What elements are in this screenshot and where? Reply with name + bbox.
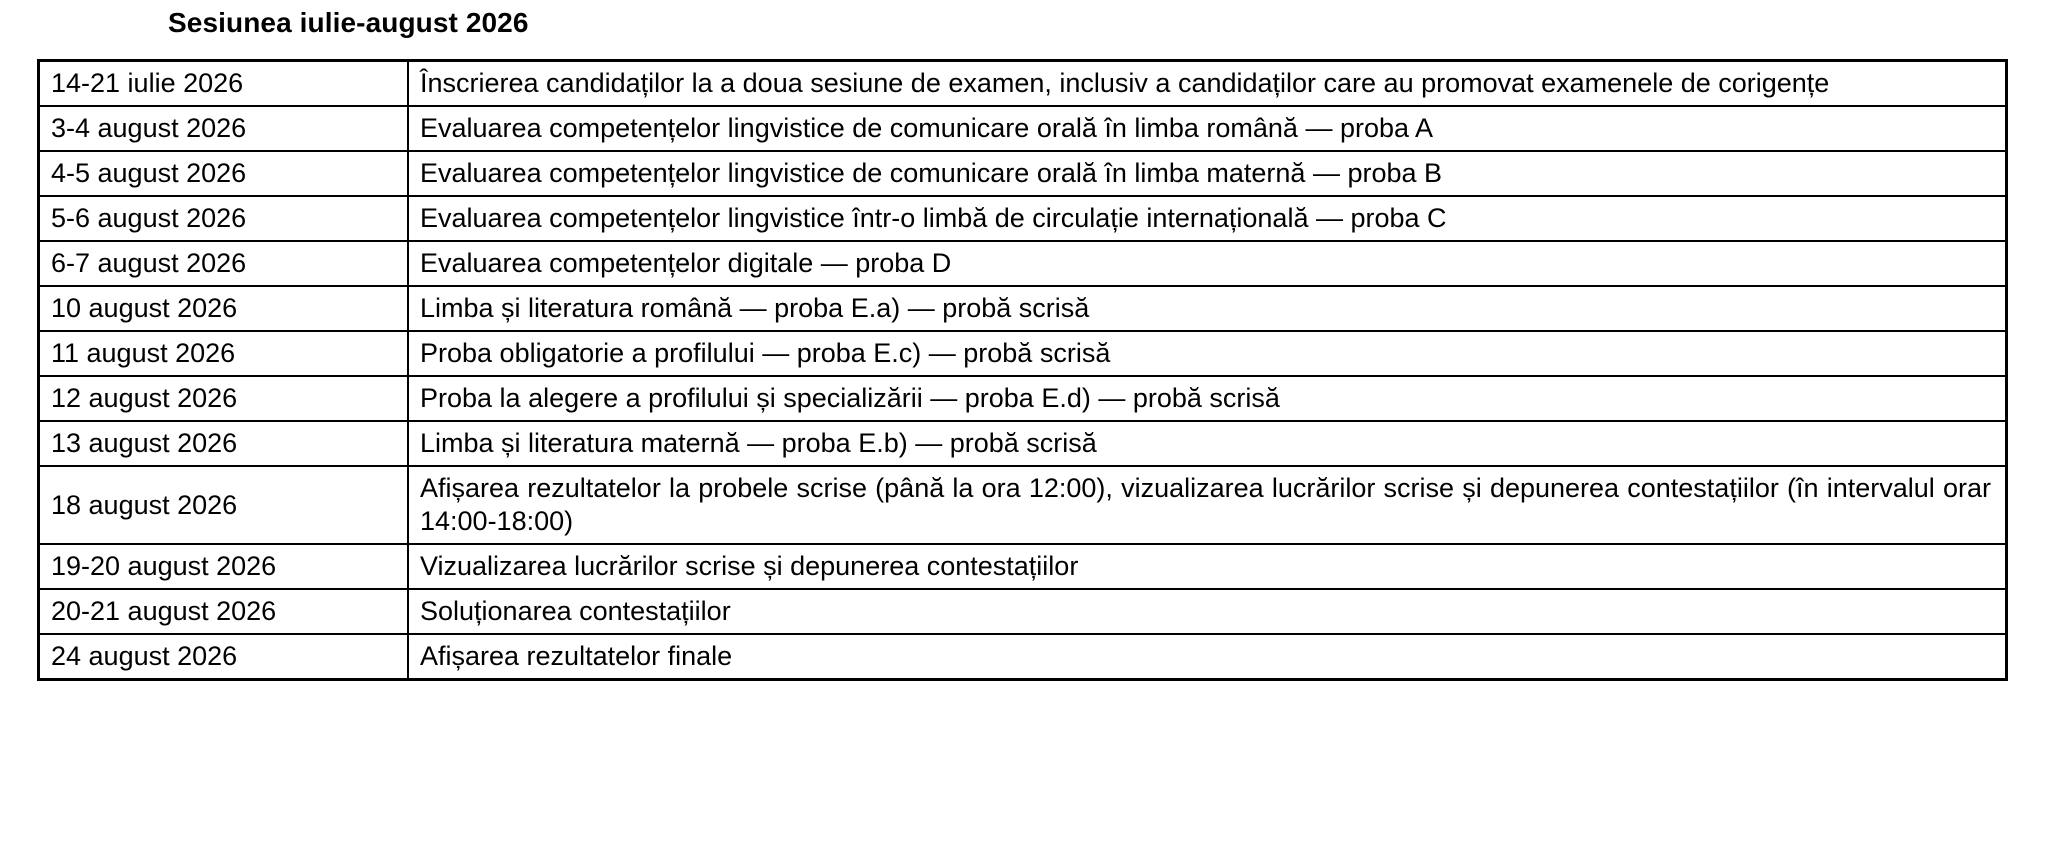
table-row bbox=[39, 196, 2007, 241]
exam-date-text: 12 august 2026 bbox=[51, 383, 238, 413]
exam-date-cell bbox=[39, 331, 409, 376]
exam-date-text: 20-21 august 2026 bbox=[51, 596, 277, 626]
table-row bbox=[39, 241, 2007, 286]
exam-description-cell bbox=[408, 421, 2007, 466]
exam-description-cell bbox=[408, 466, 2007, 544]
table-row bbox=[39, 421, 2007, 466]
exam-date-text: 3-4 august 2026 bbox=[51, 113, 247, 143]
exam-date-cell bbox=[39, 466, 409, 544]
exam-description-cell bbox=[408, 106, 2007, 151]
exam-description-cell bbox=[408, 151, 2007, 196]
exam-description-cell bbox=[408, 61, 2007, 107]
exam-description-cell bbox=[408, 589, 2007, 634]
exam-description-text: Limba și literatura maternă — proba E.b) — probă scrisă bbox=[420, 428, 1097, 458]
exam-description-cell bbox=[408, 544, 2007, 589]
exam-description-text: Proba la alegere a profilului și specializării — proba E.d) — probă scrisă bbox=[420, 383, 1280, 413]
exam-description-cell bbox=[408, 376, 2007, 421]
exam-description-text: Proba obligatorie a profilului — proba E.c) — probă scrisă bbox=[420, 338, 1111, 368]
page-title: Sesiunea iulie-august 2026 bbox=[168, 7, 529, 38]
table-row bbox=[39, 151, 2007, 196]
exam-date-text: 4-5 august 2026 bbox=[51, 158, 247, 188]
table-row bbox=[39, 286, 2007, 331]
exam-date-cell bbox=[39, 544, 409, 589]
exam-date-cell bbox=[39, 241, 409, 286]
exam-description-text: Evaluarea competențelor digitale — proba D bbox=[420, 248, 952, 278]
exam-date-text: 24 august 2026 bbox=[51, 641, 238, 671]
exam-date-cell bbox=[39, 421, 409, 466]
exam-description-cell bbox=[408, 241, 2007, 286]
exam-description-cell bbox=[408, 331, 2007, 376]
exam-date-text: 18 august 2026 bbox=[51, 489, 238, 520]
exam-date-text: 6-7 august 2026 bbox=[51, 248, 247, 278]
exam-description-cell bbox=[408, 634, 2007, 680]
exam-date-cell bbox=[39, 286, 409, 331]
table-body bbox=[39, 61, 2007, 680]
exam-date-cell bbox=[39, 196, 409, 241]
exam-schedule-table bbox=[37, 59, 2008, 681]
table-row bbox=[39, 466, 2007, 544]
table-row bbox=[39, 331, 2007, 376]
exam-description-text: Evaluarea competențelor lingvistice de comunicare orală în limba română — proba A bbox=[420, 113, 1434, 143]
table-row bbox=[39, 61, 2007, 107]
exam-date-text: 10 august 2026 bbox=[51, 293, 238, 323]
table-row bbox=[39, 634, 2007, 680]
exam-description-text: Soluționarea contestațiilor bbox=[420, 596, 731, 626]
exam-date-text: 14-21 iulie 2026 bbox=[51, 68, 244, 98]
exam-description-text: Afișarea rezultatelor la probele scrise (până la ora 12:00), vizualizarea lucrărilor scrise și depunerea contestațiilor (în intervalul orar 14:00-18:00) bbox=[420, 473, 1991, 536]
exam-date-cell bbox=[39, 376, 409, 421]
exam-date-cell bbox=[39, 61, 409, 107]
exam-date-cell bbox=[39, 106, 409, 151]
exam-date-text: 11 august 2026 bbox=[51, 338, 236, 368]
exam-date-cell bbox=[39, 634, 409, 680]
exam-description-text: Evaluarea competențelor lingvistice într-o limbă de circulație internațională — proba C bbox=[420, 203, 1447, 233]
table-row bbox=[39, 544, 2007, 589]
exam-date-text: 5-6 august 2026 bbox=[51, 203, 247, 233]
exam-description-text: Afișarea rezultatelor finale bbox=[420, 641, 733, 671]
exam-date-cell bbox=[39, 151, 409, 196]
table-row bbox=[39, 376, 2007, 421]
exam-description-cell bbox=[408, 196, 2007, 241]
exam-date-cell bbox=[39, 589, 409, 634]
table-row bbox=[39, 106, 2007, 151]
exam-description-text: Vizualizarea lucrărilor scrise și depunerea contestațiilor bbox=[420, 551, 1079, 581]
exam-description-text: Limba și literatura română — proba E.a) — probă scrisă bbox=[420, 293, 1090, 323]
table-row bbox=[39, 589, 2007, 634]
exam-description-text: Înscrierea candidaților la a doua sesiune de examen, inclusiv a candidaților care au promovat examenele de corigențe bbox=[420, 68, 1830, 98]
exam-date-text: 13 august 2026 bbox=[51, 428, 238, 458]
exam-date-text: 19-20 august 2026 bbox=[51, 551, 277, 581]
exam-description-cell bbox=[408, 286, 2007, 331]
exam-description-text: Evaluarea competențelor lingvistice de comunicare orală în limba maternă — proba B bbox=[420, 158, 1443, 188]
